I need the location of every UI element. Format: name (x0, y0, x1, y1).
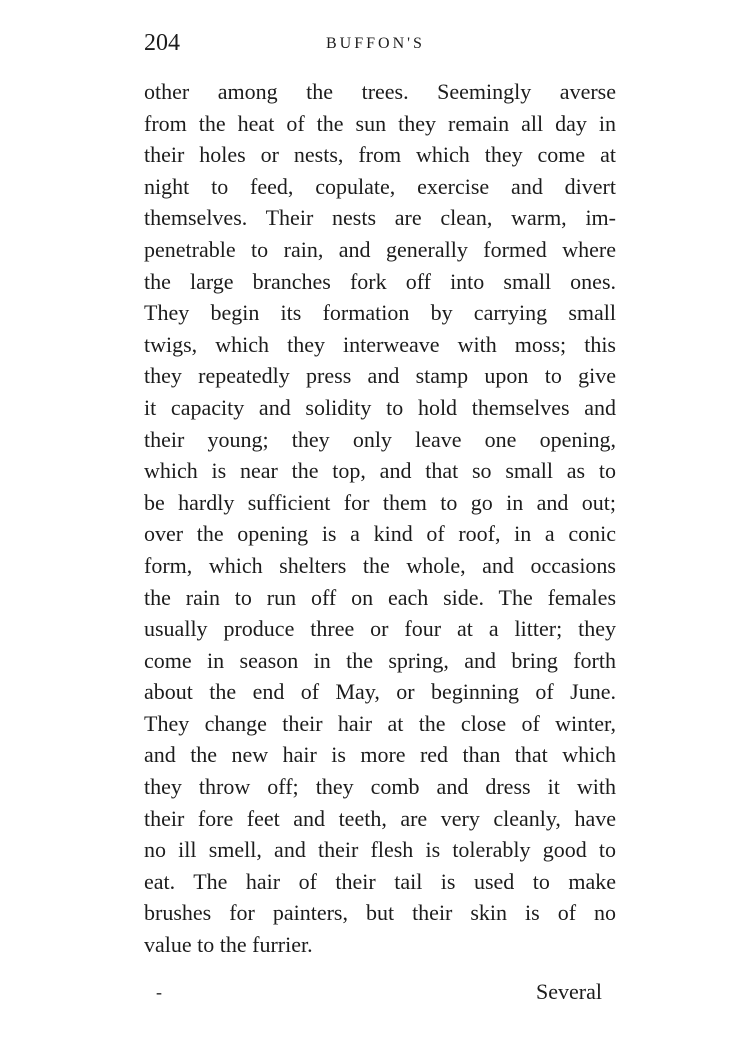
text-line: They begin its formation by carrying small (144, 300, 616, 326)
text-line: they repeatedly press and stamp upon to give (144, 363, 616, 389)
text-line: brushes for painters, but their skin is of no (144, 900, 616, 926)
text-line: the large branches fork off into small ones. (144, 268, 616, 294)
text-line: night to feed, copulate, exercise and divert (144, 173, 616, 199)
text-line: over the opening is a kind of roof, in a conic (144, 521, 616, 547)
printer-mark: - (156, 982, 162, 1002)
text-line: eat. The hair of their tail is used to make (144, 868, 616, 894)
text-line: their young; they only leave one opening, (144, 426, 616, 452)
text-line: be hardly sufficient for them to go in and out; (144, 489, 616, 515)
text-line: their holes or nests, from which they come at (144, 142, 616, 168)
catchword: Several (536, 979, 602, 1004)
text-line: which is near the top, and that so small as to (144, 458, 616, 484)
text-line: it capacity and solidity to hold themselves and (144, 394, 616, 420)
text-line: form, which shelters the whole, and occasions (144, 552, 616, 578)
text-line-last: value to the furrier. (144, 932, 313, 958)
text-line: they throw off; they comb and dress it with (144, 774, 616, 800)
text-line: They change their hair at the close of winter, (144, 710, 616, 736)
text-line: usually produce three or four at a litter; they (144, 616, 616, 642)
text-line: come in season in the spring, and bring forth (144, 647, 616, 673)
text-line: penetrable to rain, and generally formed where (144, 236, 616, 262)
text-line: the rain to run off on each side. The females (144, 584, 616, 610)
text-line: themselves. Their nests are clean, warm, im- (144, 205, 616, 231)
page-number: 204 (144, 30, 180, 56)
text-line: about the end of May, or beginning of June. (144, 679, 616, 705)
text-line: no ill smell, and their flesh is tolerably good to (144, 837, 616, 863)
text-line: and the new hair is more red than that which (144, 742, 616, 768)
text-line: twigs, which they interweave with moss; this (144, 331, 616, 357)
text-line: their fore feet and teeth, are very cleanly, have (144, 805, 616, 831)
text-line: from the heat of the sun they remain all day in (144, 110, 616, 136)
text-line: other among the trees. Seemingly averse (144, 79, 616, 104)
running-head (144, 30, 614, 62)
body-text (144, 76, 616, 961)
running-title: BUFFON'S (326, 35, 425, 52)
